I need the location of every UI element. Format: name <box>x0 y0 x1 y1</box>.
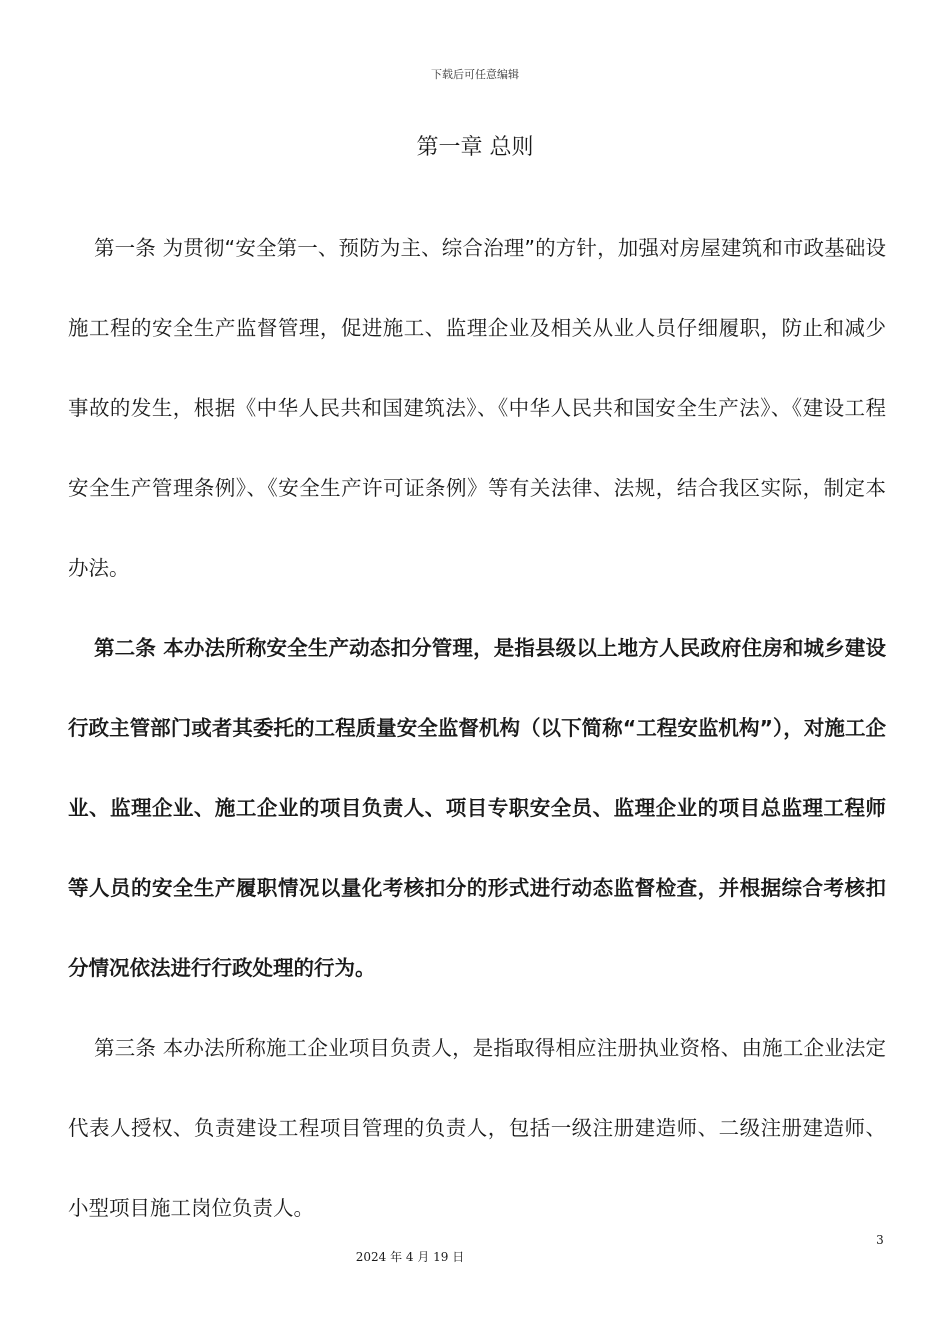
document-body <box>68 208 886 1248</box>
page-header-note: 下载后可任意编辑 <box>431 68 519 81</box>
footer-date: 2024 年 4 月 19 日 <box>355 1250 465 1264</box>
page-number: 3 <box>876 1233 884 1247</box>
chapter-title: 第一章 总则 <box>416 135 534 160</box>
article-2: 第二条 本办法所称安全生产动态扣分管理，是指县级以上地方人民政府住房和城乡建设行政主管部门或者其委托的工程质量安全监督机构（以下简称“工程安监机构”），对施工企业、监理企业、施工企业的项目负责人、项目专职安全员、监理企业的项目总监理工程师等人员的安全生产履职情况以量化考核扣分的形式进行动态监督检查，并根据综合考核扣分情况依法进行行政处理的行为。 <box>68 636 886 980</box>
article-3: 第三条 本办法所称施工企业项目负责人，是指取得相应注册执业资格、由施工企业法定代表人授权、负责建设工程项目管理的负责人，包括一级注册建造师、二级注册建造师、小型项目施工岗位负责人。 <box>68 1036 886 1220</box>
article-1: 第一条 为贯彻“安全第一、预防为主、综合治理”的方针，加强对房屋建筑和市政基础设施工程的安全生产监督管理，促进施工、监理企业及相关从业人员仔细履职，防止和减少事故的发生，根据《中华人民共和国建筑法》、《中华人民共和国安全生产法》、《建设工程安全生产管理条例》、《安全生产许可证条例》等有关法律、法规，结合我区实际，制定本办法。 <box>68 236 886 580</box>
